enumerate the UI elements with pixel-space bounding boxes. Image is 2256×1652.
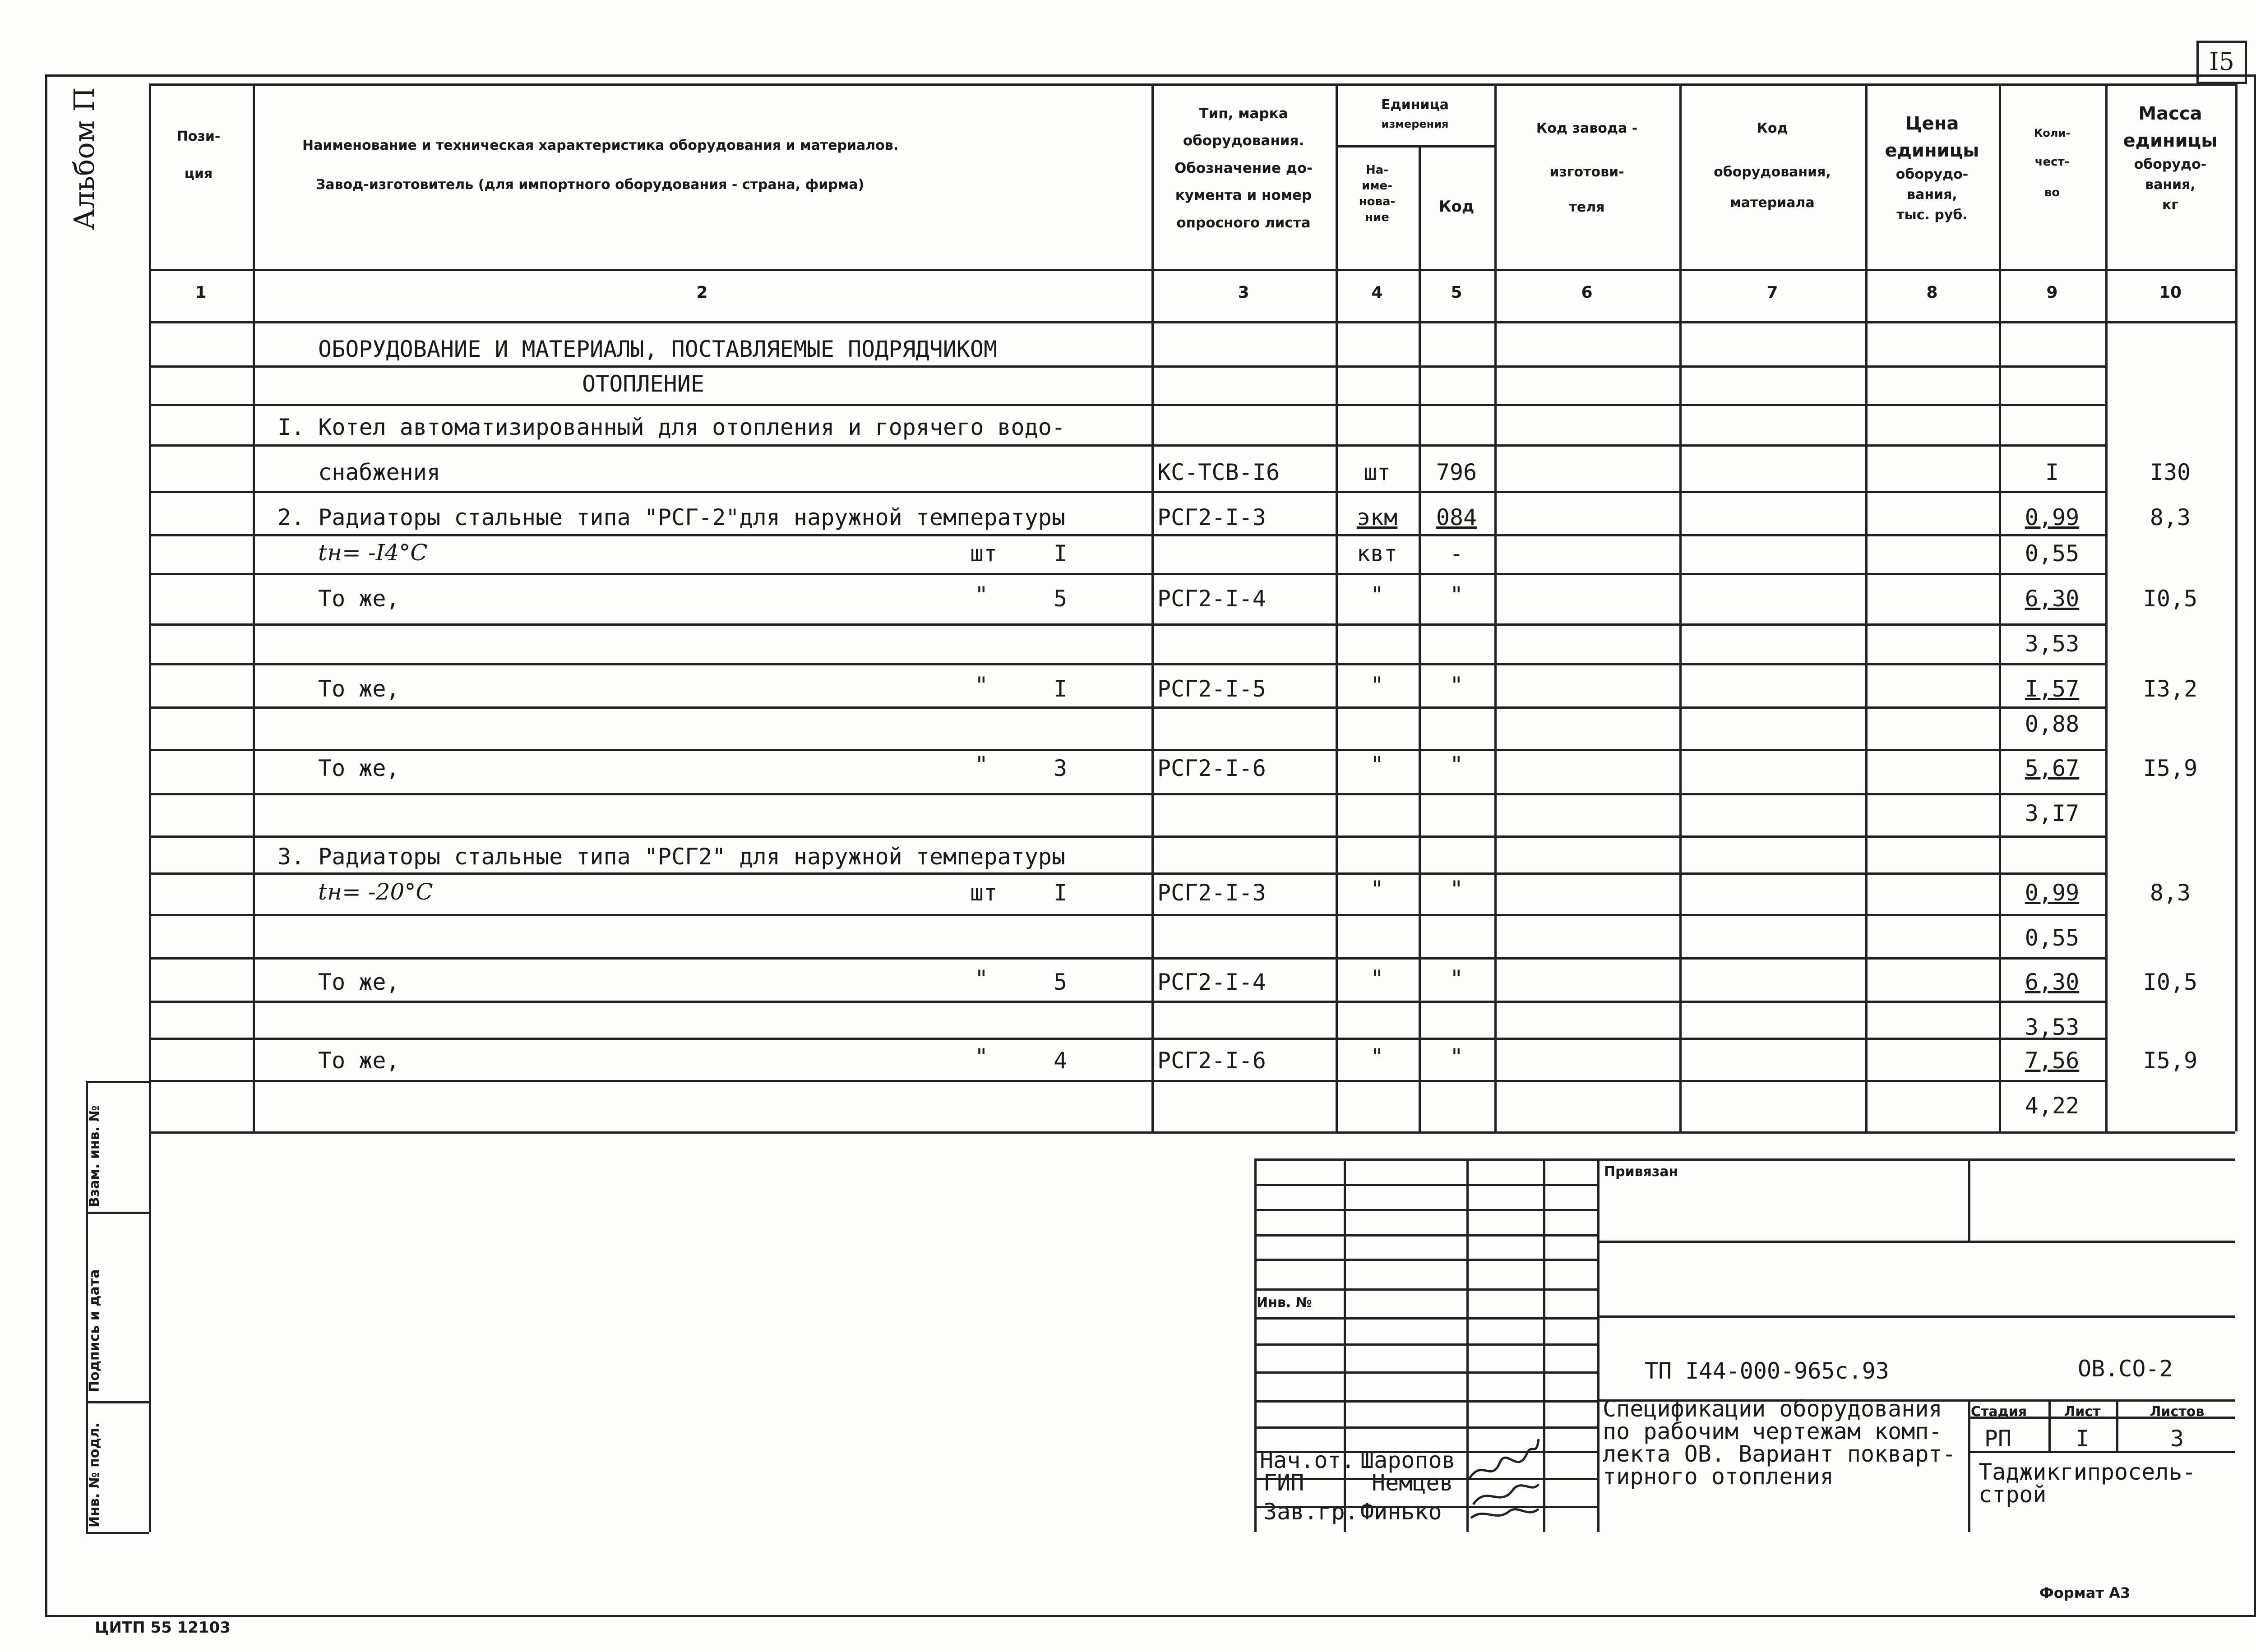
row-mass: I30 <box>2150 459 2191 485</box>
project-code: ТП I44-000-965с.93 <box>1645 1358 1889 1384</box>
table-rule <box>149 491 2105 493</box>
section-heading: ОБОРУДОВАНИЕ И МАТЕРИАЛЫ, ПОСТАВЛЯЕМЫЕ ПОДРЯДЧИКОМ <box>318 336 998 362</box>
table-rule <box>149 793 2105 795</box>
table-rule <box>1679 83 1682 321</box>
row-unit-inline: " <box>975 672 989 698</box>
row-quantity: 3,53 <box>2025 631 2080 657</box>
row-mass: I0,5 <box>2143 969 2198 995</box>
table-rule <box>2105 83 2108 321</box>
table-rule <box>149 83 2235 86</box>
title-block-rule <box>1254 1343 1597 1346</box>
title-block-rule <box>1597 1315 2235 1318</box>
table-rule <box>149 365 2105 368</box>
row-unit: " <box>1370 876 1384 902</box>
row-mass: 8,3 <box>2150 880 2191 906</box>
table-rule <box>1999 83 2001 321</box>
organization-name: Таджикгипросель- строй <box>1979 1459 2196 1508</box>
row-count-inline: 5 <box>1054 969 1068 995</box>
row-quantity: 0,55 <box>2025 540 2080 567</box>
row-type: КС-ТСВ-I6 <box>1157 459 1280 485</box>
column-number: 4 <box>1371 283 1383 302</box>
header-unit-group: Единица измерения <box>1381 97 1449 130</box>
row-unit-code: " <box>1449 672 1464 698</box>
table-rule <box>149 534 2105 536</box>
column-number: 5 <box>1451 283 1462 302</box>
table-rule <box>149 404 2105 406</box>
header-name: Наименование и техническая характеристика оборудования и материалов. Завод-изготовитель (для импортного оборудования - страна, фирма) <box>302 138 899 193</box>
row-unit-inline: " <box>975 965 989 992</box>
stamp-rule <box>86 1081 149 1083</box>
row-name: То же, <box>318 755 400 781</box>
table-rule <box>149 1131 2235 1134</box>
staff-name: Шаропов <box>1360 1447 1456 1473</box>
row-unit-code: - <box>1449 540 1464 567</box>
sheet-number: I5 <box>2196 41 2247 84</box>
header-price: Цена единицы оборудо- вания, тыс. руб. <box>1885 113 1979 223</box>
row-type: РСГ2-I-6 <box>1157 1047 1266 1074</box>
table-rule <box>253 321 255 1131</box>
temperature-note: tн= -20°C <box>318 879 433 905</box>
format-label: Формат А3 <box>2039 1584 2131 1601</box>
row-name: То же, <box>318 1047 400 1074</box>
row-unit-code: " <box>1449 752 1464 778</box>
sheets-value: 3 <box>2170 1426 2184 1452</box>
row-quantity: I <box>2045 459 2059 485</box>
row-count-inline: 3 <box>1054 755 1068 781</box>
row-name: снабжения <box>318 459 440 485</box>
item-3-name: 3. Радиаторы стальные типа "РСГ2" для наружной температуры <box>277 844 1065 870</box>
table-rule <box>149 749 2105 751</box>
table-rule <box>1151 321 1154 1131</box>
title-block-rule <box>1254 1426 1597 1429</box>
stage-value: РП <box>1984 1426 2012 1452</box>
row-quantity: 0,88 <box>2025 711 2080 737</box>
table-rule <box>2235 83 2238 321</box>
table-rule <box>149 444 2105 447</box>
row-type: РСГ2-I-4 <box>1157 586 1266 612</box>
row-type: РСГ2-I-3 <box>1157 880 1266 906</box>
column-number: 1 <box>195 283 207 302</box>
row-type: РСГ2-I-5 <box>1157 676 1266 702</box>
row-count-inline: I <box>1054 676 1068 702</box>
row-quantity: 4,22 <box>2025 1093 2080 1119</box>
table-rule <box>149 872 2105 875</box>
title-block-rule <box>1254 1288 1597 1291</box>
table-rule <box>1151 83 1154 321</box>
table-rule <box>149 1038 2105 1040</box>
item-1-name: I. Котел автоматизированный для отопления и горячего водо- <box>277 414 1065 440</box>
row-quantity: 3,I7 <box>2025 800 2080 826</box>
title-block-rule <box>2048 1399 2051 1451</box>
table-rule <box>149 914 2105 916</box>
title-block-rule <box>1254 1400 1597 1403</box>
table-rule <box>2105 321 2108 1131</box>
row-unit-inline: шт <box>970 540 998 567</box>
header-equipment-code: Код оборудования, материала <box>1714 120 1831 211</box>
row-unit: " <box>1370 582 1384 608</box>
row-unit-code: " <box>1449 582 1464 608</box>
table-rule <box>1679 321 1682 1131</box>
row-mass: I5,9 <box>2143 755 2198 781</box>
title-block-rule <box>1254 1317 1597 1320</box>
stamp-inv-podl: Инв. № подл. <box>87 1422 102 1527</box>
header-type: Тип, марка оборудования. Обозначение до- кумента и номер опросного листа <box>1174 106 1313 231</box>
table-rule <box>149 321 151 1131</box>
row-unit: шт <box>1363 459 1391 485</box>
row-type: РСГ2-I-6 <box>1157 755 1266 781</box>
table-rule <box>1865 83 1868 321</box>
row-unit-code: " <box>1449 1044 1464 1070</box>
header-quantity: Коли- чест- во <box>2034 127 2071 199</box>
row-type: РСГ2-I-4 <box>1157 969 1266 995</box>
row-quantity: 0,55 <box>2025 925 2080 951</box>
sheet-code: ОВ.СО-2 <box>2078 1356 2173 1382</box>
column-number: 3 <box>1238 283 1249 302</box>
sheet-value: I <box>2075 1426 2090 1452</box>
title-block-rule <box>1597 1241 2235 1243</box>
row-quantity: I,57 <box>2025 676 2080 702</box>
row-quantity: 5,67 <box>2025 755 2080 781</box>
table-rule <box>149 623 2105 626</box>
temperature-note: tн= -I4°C <box>318 540 428 566</box>
row-quantity: 7,56 <box>2025 1047 2080 1074</box>
table-rule <box>253 83 255 321</box>
header-unit-name: На- име- нова- ние <box>1359 163 1396 225</box>
row-count-inline: 4 <box>1054 1047 1068 1074</box>
header-unit-code: Код <box>1438 198 1475 216</box>
row-unit: квт <box>1356 540 1398 567</box>
column-number: 6 <box>1581 283 1593 302</box>
table-rule <box>1419 145 1421 321</box>
row-mass: I5,9 <box>2143 1047 2198 1074</box>
title-block-rule <box>1254 1209 1597 1211</box>
table-rule <box>149 706 2105 709</box>
row-unit-code: " <box>1449 965 1464 992</box>
header-plant-code: Код завода - изготови- теля <box>1536 120 1638 215</box>
table-rule <box>149 83 151 321</box>
title-block-rule <box>1968 1158 1970 1241</box>
row-unit-inline: " <box>975 582 989 608</box>
table-rule <box>149 1080 2105 1082</box>
inv-number-label: Инв. № <box>1257 1295 1312 1311</box>
row-name: То же, <box>318 676 400 702</box>
row-unit: " <box>1370 752 1384 778</box>
stamp-rule <box>86 1212 149 1214</box>
row-count-inline: 5 <box>1054 586 1068 612</box>
stage-label: Стадия <box>1971 1404 2027 1420</box>
row-unit-inline: " <box>975 1044 989 1070</box>
stamp-rule <box>86 1081 88 1532</box>
title-block-rule <box>1254 1506 1597 1508</box>
staff-role: ГИП <box>1263 1470 1304 1496</box>
column-number: 7 <box>1766 283 1778 302</box>
table-rule <box>149 269 2235 271</box>
privyazan-label: Привязан <box>1604 1164 1678 1180</box>
table-rule <box>149 1001 2105 1003</box>
table-rule <box>149 957 2105 960</box>
table-rule <box>2235 321 2238 1131</box>
row-unit: экм <box>1356 504 1398 531</box>
column-number: 10 <box>2159 283 2182 302</box>
row-quantity: 0,99 <box>2025 504 2080 531</box>
row-unit-code: 084 <box>1436 504 1477 531</box>
table-rule <box>149 835 2105 838</box>
table-rule <box>1336 83 1338 321</box>
header-position: Пози- ция <box>176 129 221 182</box>
row-mass: I3,2 <box>2143 676 2198 702</box>
item-2-name: 2. Радиаторы стальные типа "РСГ-2"для наружной температуры <box>277 504 1065 531</box>
row-count-inline: I <box>1054 880 1068 906</box>
signature-marks <box>1464 1430 1545 1525</box>
table-rule <box>1494 321 1497 1131</box>
row-type: РСГ2-I-3 <box>1157 504 1266 531</box>
footer-print-code: ЦИТП 55 12103 <box>95 1619 231 1637</box>
table-rule <box>1336 321 1338 1131</box>
title-block-rule <box>1968 1399 1970 1532</box>
staff-role: Зав.гр. <box>1263 1499 1359 1525</box>
table-rule <box>149 321 2235 323</box>
table-rule <box>1336 145 1494 148</box>
table-rule <box>1865 321 1868 1131</box>
row-unit: " <box>1370 1044 1384 1070</box>
row-name: То же, <box>318 586 400 612</box>
stamp-podpis-data: Подпись и дата <box>87 1269 102 1392</box>
subsection-heading: ОТОПЛЕНИЕ <box>582 371 704 397</box>
title-block-rule <box>1254 1259 1597 1261</box>
row-unit-inline: " <box>975 752 989 778</box>
sheet-label: Лист <box>2064 1404 2101 1420</box>
table-rule <box>1494 83 1497 321</box>
row-mass: 8,3 <box>2150 504 2191 531</box>
title-block-rule <box>1597 1158 1600 1532</box>
table-rule <box>149 573 2105 575</box>
sheets-label: Листов <box>2150 1404 2205 1420</box>
title-block-rule <box>1597 1399 2235 1402</box>
staff-role: Нач.от. <box>1260 1447 1355 1473</box>
row-quantity: 6,30 <box>2025 969 2080 995</box>
title-block-rule <box>1254 1184 1597 1186</box>
column-number: 9 <box>2046 283 2058 302</box>
row-quantity: 6,30 <box>2025 586 2080 612</box>
stamp-rule <box>149 1081 151 1532</box>
row-quantity: 0,99 <box>2025 880 2080 906</box>
staff-name: Финько <box>1360 1499 1442 1525</box>
title-block-rule <box>1254 1234 1597 1237</box>
sheet-description: Спецификации оборудования по рабочим чертежам комп- лекта ОВ. Вариант покварт- тирного отопления <box>1603 1396 1956 1490</box>
title-block-rule <box>1254 1158 2235 1161</box>
title-block-rule <box>1968 1417 2235 1419</box>
album-label: Альбом П <box>68 87 101 230</box>
column-number: 2 <box>696 283 708 302</box>
row-unit: " <box>1370 672 1384 698</box>
title-block-rule <box>2116 1399 2118 1451</box>
stamp-rule <box>86 1401 149 1403</box>
title-block-rule <box>1254 1451 1597 1453</box>
table-rule <box>1999 321 2001 1131</box>
row-quantity: 3,53 <box>2025 1014 2080 1040</box>
title-block-rule <box>1254 1478 1597 1480</box>
table-rule <box>149 663 2105 665</box>
row-unit-code: " <box>1449 876 1464 902</box>
title-block-rule <box>1968 1451 2235 1453</box>
stamp-vzam-inv: Взам. инв. № <box>87 1105 102 1207</box>
column-number: 8 <box>1926 283 1938 302</box>
row-unit: " <box>1370 965 1384 992</box>
stamp-rule <box>86 1532 149 1534</box>
row-unit-inline: шт <box>970 880 998 906</box>
row-mass: I0,5 <box>2143 586 2198 612</box>
header-mass: Масса единицы оборудо- вания, кг <box>2123 103 2218 213</box>
row-unit-code: 796 <box>1436 459 1477 485</box>
title-block-rule <box>1254 1371 1597 1374</box>
row-name: То же, <box>318 969 400 995</box>
row-count-inline: I <box>1054 540 1068 567</box>
table-rule <box>1419 321 1421 1131</box>
staff-name: Немцев <box>1372 1470 1453 1496</box>
